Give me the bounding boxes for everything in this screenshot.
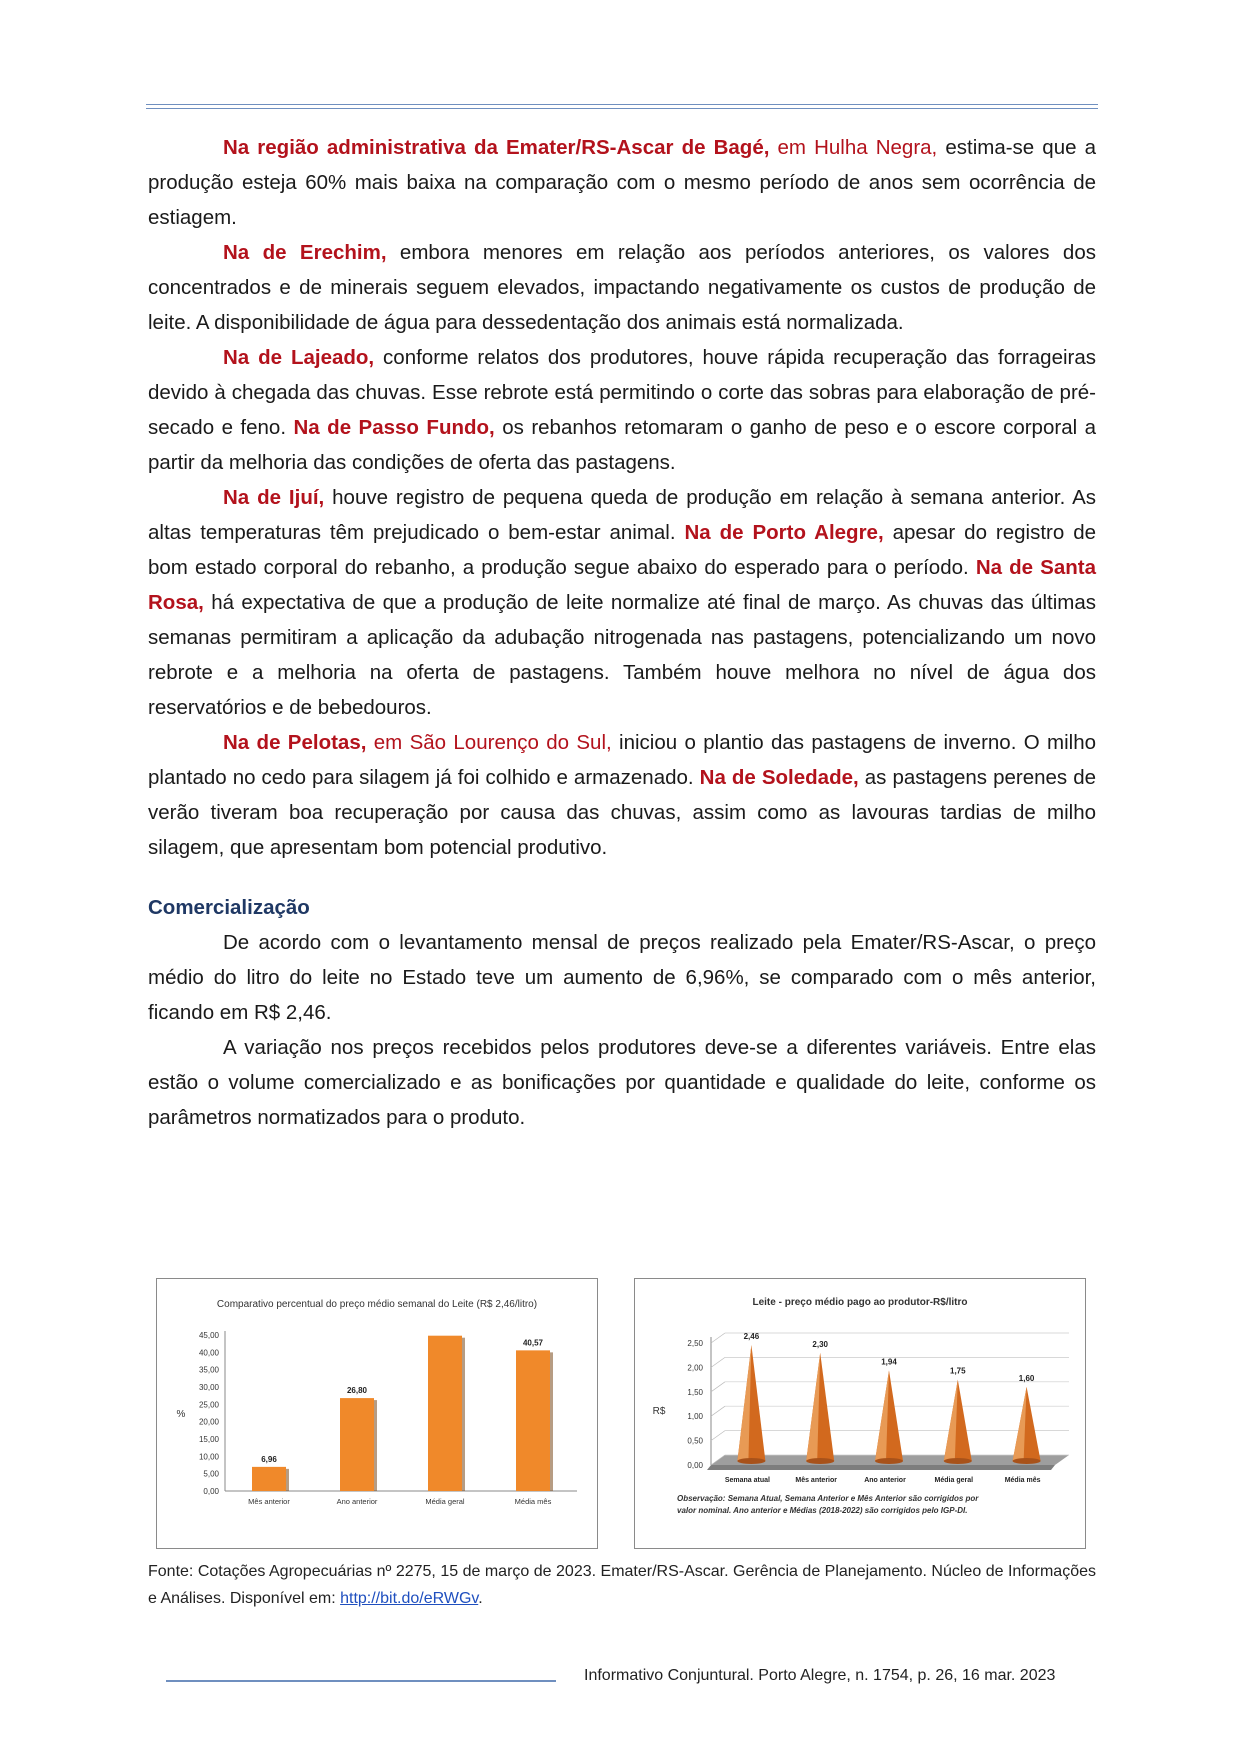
y-tick-label: 10,00: [198, 1452, 219, 1462]
data-label: 6,96: [261, 1454, 277, 1464]
region-porto-alegre: Na de Porto Alegre,: [684, 521, 884, 544]
chart-title: Comparativo percentual do preço médio semanal do Leite (R$ 2,46/litro): [216, 1299, 538, 1310]
region-erechim: Na de Erechim,: [223, 241, 387, 264]
x-tick-label: Média mês: [1004, 1477, 1041, 1484]
y-tick-label: 25,00: [198, 1400, 219, 1410]
paragraph-ijui: [148, 480, 1096, 725]
chart-average-price: [634, 1278, 1086, 1549]
section-heading: Comercialização: [148, 896, 310, 919]
x-tick-label: Média mês: [514, 1497, 552, 1506]
place-sao-lourenco: em São Lourenço do Sul,: [366, 731, 612, 754]
y-tick-label: 2,00: [687, 1363, 703, 1373]
data-label: 1,94: [881, 1357, 897, 1367]
x-tick-label: Ano anterior: [336, 1497, 378, 1506]
data-label: 1,60: [1018, 1373, 1035, 1383]
paragraph-commercial-1: De acordo com o levantamento mensal de preços realizado pela Emater/RS-Ascar, o preço médio do litro do leite no Estado teve um aumento de 6,96%, se comparado com o mês anterior, ficando em R$ 2,46.: [148, 931, 1096, 1024]
cone-base: [875, 1458, 903, 1464]
cone-base: [806, 1458, 834, 1464]
y-tick-label: 1,00: [687, 1412, 703, 1422]
data-label: 40,57: [522, 1338, 544, 1348]
grid-line: [711, 1406, 725, 1416]
chart-note: Observação: Semana Atual, Semana Anterior e Mês Anterior são corrigidos por: [677, 1494, 979, 1503]
paragraph-commercial-2: A variação nos preços recebidos pelos produtores deve-se a diferentes variáveis. Entre elas estão o volume comercializado e as bonificações por quantidade e qualidade do leite, conforme os parâmetros normatizados para o produto.: [148, 1036, 1096, 1129]
bar: [428, 1336, 462, 1491]
y-tick-label: 5,00: [203, 1469, 219, 1479]
paragraph-text: iniciou o plantio das pastagens de inverno. O milho plantado no cedo para silagem já foi colhido e armazenado.: [148, 731, 1097, 789]
paragraph-text: embora menores em relação aos períodos anteriores, os valores dos concentrados e de minerais seguem elevados, impactando negativamente os custos de produção de leite. A disponibilidade de água para dessedentação dos animais está normalizada.: [148, 241, 1096, 334]
chart2-svg: [635, 1279, 1085, 1548]
y-tick-label: 0,00: [687, 1461, 703, 1470]
source-link[interactable]: http://bit.do/eRWGv: [340, 1590, 479, 1607]
region-lajeado: Na de Lajeado,: [223, 346, 375, 369]
paragraph-text: as pastagens perenes de verão tiveram boa recuperação por causa das chuvas, assim como as lavouras tardias de milho silagem, que apresentam bom potencial produtivo.: [148, 766, 1097, 859]
footer-citation: Informativo Conjuntural. Porto Alegre, n. 1754, p. 26, 16 mar. 2023: [584, 1667, 1056, 1684]
data-label: 1,75: [950, 1366, 966, 1376]
data-label: 26,80: [346, 1386, 368, 1396]
chart-note: valor nominal. Ano anterior e Médias (2018-2022) são corrigidos pelo IGP-DI.: [677, 1506, 968, 1515]
footer-rule: [166, 1680, 556, 1682]
y-axis-label: %: [176, 1409, 186, 1420]
grid-line: [711, 1382, 725, 1392]
bar: [516, 1350, 550, 1491]
paragraph-bage: [148, 130, 1096, 235]
place-hulha-negra: em Hulha Negra,: [769, 136, 938, 159]
bar: [340, 1398, 374, 1491]
chart-percentage-comparison: [156, 1278, 598, 1549]
y-axis-label: R$: [652, 1406, 666, 1417]
chart-title: Leite - preço médio pago ao produtor-R$/litro: [752, 1297, 968, 1308]
data-label: 2,46: [743, 1331, 760, 1341]
region-bage: Na região administrativa da Emater/RS-Ascar de Bagé,: [223, 136, 770, 159]
cone-base: [944, 1458, 972, 1464]
cone-base: [737, 1458, 765, 1464]
paragraph-pelotas: [148, 725, 1096, 865]
y-tick-label: 45,00: [198, 1331, 219, 1340]
x-tick-label: Média geral: [425, 1497, 465, 1506]
chart-floor-edge: [707, 1465, 1055, 1470]
x-tick-label: Mês anterior: [248, 1497, 290, 1506]
cone-base: [1013, 1458, 1041, 1464]
y-tick-label: 35,00: [198, 1365, 219, 1375]
x-tick-label: Semana atual: [724, 1477, 770, 1484]
y-tick-label: 20,00: [198, 1417, 219, 1427]
source-text: Fonte: Cotações Agropecuárias nº 2275, 15 de março de 2023. Emater/RS-Ascar. Gerência de Planejamento. Núcleo de Informações e Análises. Disponível em:: [148, 1563, 1096, 1607]
region-santa-rosa: Na de Santa Rosa,: [148, 556, 1096, 614]
region-soledade: Na de Soledade,: [699, 766, 859, 789]
paragraph-erechim: [148, 235, 1096, 340]
grid-line: [711, 1431, 725, 1441]
grid-line: [711, 1357, 725, 1367]
x-tick-label: Ano anterior: [864, 1477, 906, 1484]
paragraph-lajeado: [148, 340, 1096, 480]
y-tick-label: 0,00: [203, 1487, 219, 1496]
y-tick-label: 1,50: [687, 1387, 703, 1397]
paragraph-text: houve registro de pequena queda de produção em relação à semana anterior. As altas temperaturas têm prejudicado o bem-estar animal.: [148, 486, 1096, 544]
paragraph-text: os rebanhos retomaram o ganho de peso e o escore corporal a partir da melhoria das condições de oferta das pastagens.: [148, 416, 1097, 474]
source-note: [148, 1558, 1096, 1612]
paragraph-text: estima-se que a produção esteja 60% mais baixa na comparação com o mesmo período de anos sem ocorrência de estiagem.: [148, 136, 1096, 229]
y-tick-label: 15,00: [198, 1435, 219, 1444]
paragraph-text: há expectativa de que a produção de leite normalize até final de março. As chuvas das últimas semanas permitiram a aplicação da adubação nitrogenada nas pastagens, potencializando um novo rebrote e a melhoria na oferta de pastagens. Também houve melhora no nível de água dos reservatórios e de bebedouros.: [148, 591, 1096, 719]
bar: [252, 1467, 286, 1491]
header-rule: [146, 104, 1098, 109]
region-ijui: Na de Ijuí,: [223, 486, 325, 509]
chart1-svg: [157, 1279, 597, 1548]
paragraph-text: conforme relatos dos produtores, houve rápida recuperação das forrageiras devido à chegada das chuvas. Esse rebrote está permitindo o corte das sobras para elaboração de pré-secado e feno.: [148, 346, 1096, 439]
data-label: 2,30: [812, 1339, 828, 1349]
region-pelotas: Na de Pelotas,: [223, 731, 367, 754]
y-tick-label: 40,00: [198, 1348, 219, 1358]
y-tick-label: 2,50: [687, 1339, 703, 1348]
x-tick-label: Média geral: [934, 1477, 974, 1484]
y-tick-label: 0,50: [687, 1436, 703, 1446]
document-body: [148, 130, 1096, 1135]
region-passo-fundo: Na de Passo Fundo,: [293, 416, 495, 439]
grid-line: [711, 1333, 725, 1343]
source-end: .: [478, 1590, 483, 1607]
y-tick-label: 30,00: [198, 1383, 219, 1392]
x-tick-label: Mês anterior: [795, 1477, 838, 1484]
paragraph-text: apesar do registro de bom estado corporal do rebanho, a produção segue abaixo do esperado para o período.: [148, 521, 1096, 579]
